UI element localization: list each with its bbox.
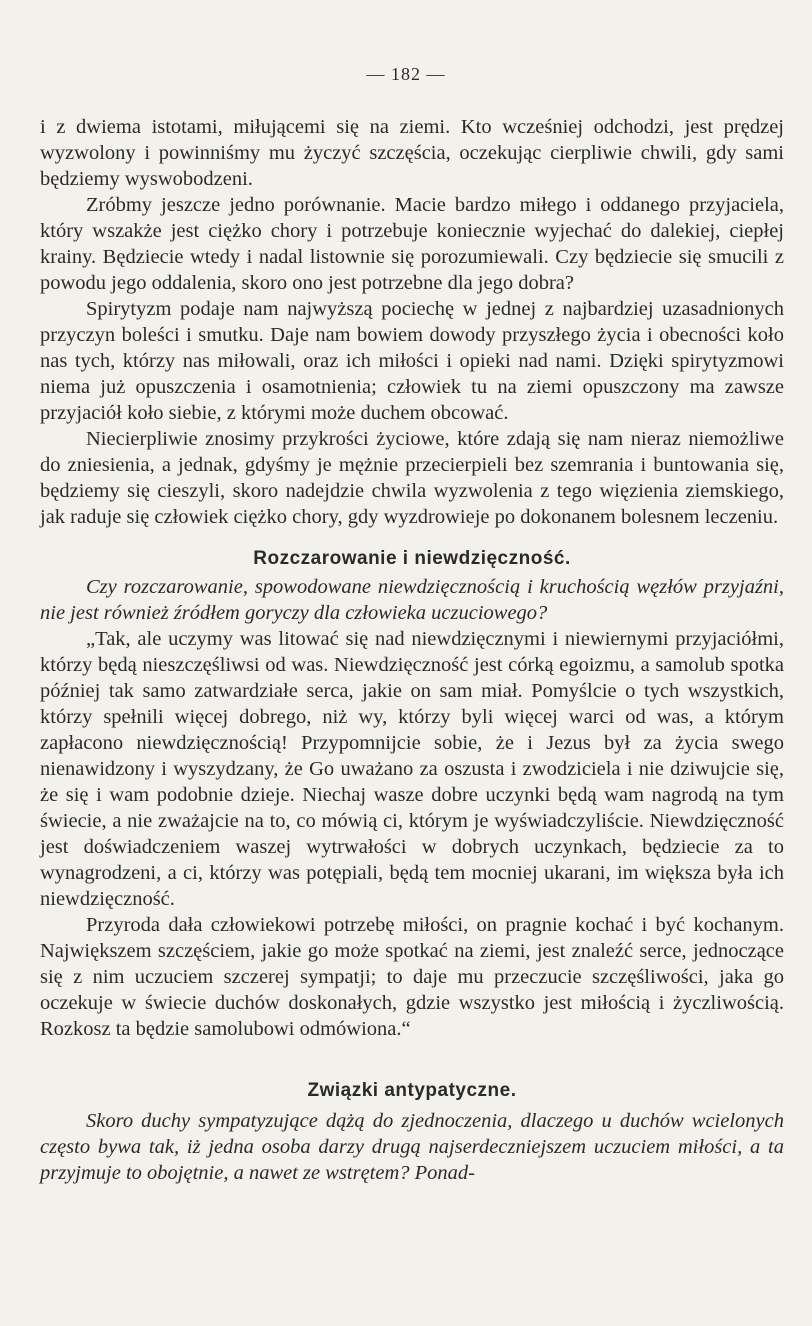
section-question-disappointment: Czy rozczarowanie, spowodowane niewdzięcznością i kruchością węzłów przyjaźni, nie jest również źródłem goryczy dla człowieka uczuciowego? [40,576,784,624]
paragraph-continuation: i z dwiema istotami, miłującemi się na ziemi. Kto wcześniej odchodzi, jest prędzej wyzwolony i powinniśmy mu życzyć szczęścia, oczekując cierpliwie chwili, gdy sami będziemy wyswobodzeni. [40,116,784,190]
paragraph-comparison: Zróbmy jeszcze jedno porównanie. Macie bardzo miłego i oddanego przyjaciela, który wszakże jest ciężko chory i potrzebuje koniecznie wyjechać do dalekiej, ciepłej krainy. Będziecie wtedy i nadal listownie się porozumiewali. Czy będziecie się smucili z powodu jego oddalenia, skoro ono jest potrzebne dla jego dobra? [40,194,784,294]
page-number: — 182 — [366,64,446,84]
page-body [40,114,784,1186]
section-heading-disappointment: Rozczarowanie i niewdzięczność. [253,548,571,569]
section-question-antipathy: Skoro duchy sympatyzujące dążą do zjednoczenia, dlaczego u duchów wcielonych często bywa tak, iż jedna osoba darzy drugą najserdeczniejszem uczuciem miłości, a ta przyjmuje to obojętnie, a nawet ze wstrętem? Ponad- [40,1110,784,1184]
section-heading-antipathy: Związki antypatyczne. [307,1080,517,1101]
section-answer-part-2: Przyroda dała człowiekowi potrzebę miłości, on pragnie kochać i być kochanym. Największem szczęściem, jakie go może spotkać na ziemi, jest znaleźć serce, jednoczące się z nim uczuciem szczerej sympatji; to daje mu przeczucie szczęśliwości, jaka go oczekuje w świecie duchów doskonałych, gdzie wszystko jest miłością i życzliwością. Rozkosz ta będzie samolubowi odmówiona.“ [40,914,784,1040]
paragraph-patience: Niecierpliwie znosimy przykrości życiowe, które zdają się nam nieraz niemożliwe do zniesienia, a jednak, gdyśmy je mężnie przecierpieli bez szemrania i buntowania się, będziemy się cieszyli, skoro nadejdzie chwila wyzwolenia z tego więzienia ziemskiego, jak raduje się człowiek ciężko chory, gdy wyzdrowieje po dokonanem bolesnem leczeniu. [40,428,784,528]
section-answer-part-1: „Tak, ale uczymy was litować się nad niewdzięcznymi i niewiernymi przyjaciółmi, którzy będą nieszczęśliwsi od was. Niewdzięczność jest córką egoizmu, a samolub spotka później tak samo zatwardziałe serca, jakie on sam miał. Pomyślcie o tych wszystkich, którzy spełnili więcej dobrego, niż wy, którzy byli więcej warci od was, a którym zapłacono niewdzięcznością! Przypomnijcie sobie, że i Jezus był za życia swego nienawidzony i wyszydzany, że Go uważano za oszusta i zwodziciela i nie dziwujcie się, że się i wam podobnie dzieje. Niechaj wasze dobre uczynki będą wam nagrodą na tym świecie, a nie zważajcie na to, co mówią ci, którym je wyświadczyliście. Niewdzięczność jest doświadczeniem waszej wytrwałości w dobrych uczynkach, będziecie za to wynagrodzeni, a ci, którzy was potępiali, będą tem mocniej ukarani, im większa była ich niewdzięczność. [40,628,784,910]
paragraph-spiritism: Spirytyzm podaje nam najwyższą pociechę w jednej z najbardziej uzasadnionych przyczyn boleści i smutku. Daje nam bowiem dowody przyszłego życia i obecności koło nas tych, którzy nas miłowali, oraz ich miłości i opieki nad nami. Dzięki spirytyzmowi niema już opuszczenia i osamotnienia; człowiek tu na ziemi opuszczony ma zawsze przyjaciół koło siebie, z którymi może duchem obcować. [40,298,784,424]
